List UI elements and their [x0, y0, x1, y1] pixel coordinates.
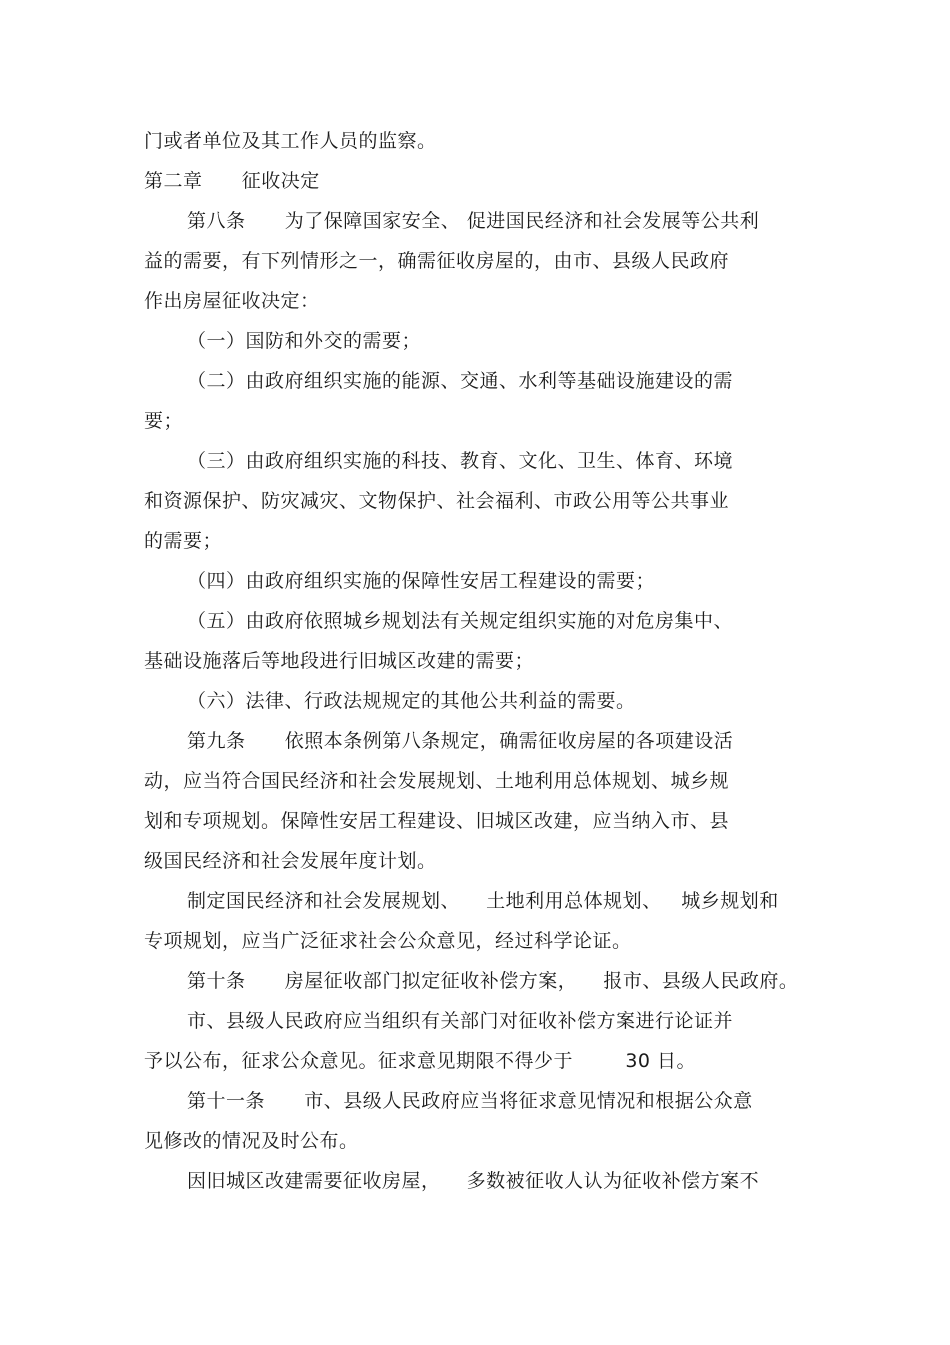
text-line: 级国民经济和社会发展年度计划。 [144, 850, 437, 872]
text-line: 第十一条 市、县级人民政府应当将征求意见情况和根据公众意 [187, 1090, 753, 1112]
text-line: （四）由政府组织实施的保障性安居工程建设的需要； [187, 570, 656, 592]
text-line: 专项规划，应当广泛征求社会公众意见，经过科学论证。 [144, 930, 632, 952]
text-line: 见修改的情况及时公布。 [144, 1130, 359, 1152]
text-line: 动，应当符合国民经济和社会发展规划、土地利用总体规划、城乡规 [144, 770, 730, 792]
text-line: （一）国防和外交的需要； [187, 330, 422, 352]
text-line: 和资源保护、防灾减灾、文物保护、社会福利、市政公用等公共事业 [144, 490, 730, 512]
text-line: 的需要； [144, 530, 223, 552]
chapter-heading: 第二章 征收决定 [144, 170, 320, 192]
text-line: （六）法律、行政法规规定的其他公共利益的需要。 [187, 690, 636, 712]
text-line: 基础设施落后等地段进行旧城区改建的需要； [144, 650, 535, 672]
text-line: 因旧城区改建需要征收房屋， 多数被征收人认为征收补偿方案不 [187, 1170, 760, 1192]
text-line: 予以公布，征求公众意见。征求意见期限不得少于 30 日。 [144, 1050, 697, 1072]
text-line: 第十条 房屋征收部门拟定征收补偿方案， 报市、县级人民政府。 [187, 970, 799, 992]
text-line: 门或者单位及其工作人员的监察。 [144, 130, 437, 152]
text-line: 划和专项规划。保障性安居工程建设、旧城区改建，应当纳入市、县 [144, 810, 730, 832]
text-line: 作出房屋征收决定： [144, 290, 320, 312]
text-line: 市、县级人民政府应当组织有关部门对征收补偿方案进行论证并 [187, 1010, 734, 1032]
text-line: 益的需要，有下列情形之一，确需征收房屋的，由市、县级人民政府 [144, 250, 730, 272]
text-line: 第八条 为了保障国家安全、 促进国民经济和社会发展等公共利 [187, 210, 760, 232]
text-line: （三）由政府组织实施的科技、教育、文化、卫生、体育、环境 [187, 450, 734, 472]
text-line: （五）由政府依照城乡规划法有关规定组织实施的对危房集中、 [187, 610, 734, 632]
text-line: 第九条 依照本条例第八条规定，确需征收房屋的各项建设活 [187, 730, 734, 752]
text-line: 制定国民经济和社会发展规划、 土地利用总体规划、 城乡规划和 [187, 890, 779, 912]
text-line: 要； [144, 410, 184, 432]
text-line: （二）由政府组织实施的能源、交通、水利等基础设施建设的需 [187, 370, 734, 392]
